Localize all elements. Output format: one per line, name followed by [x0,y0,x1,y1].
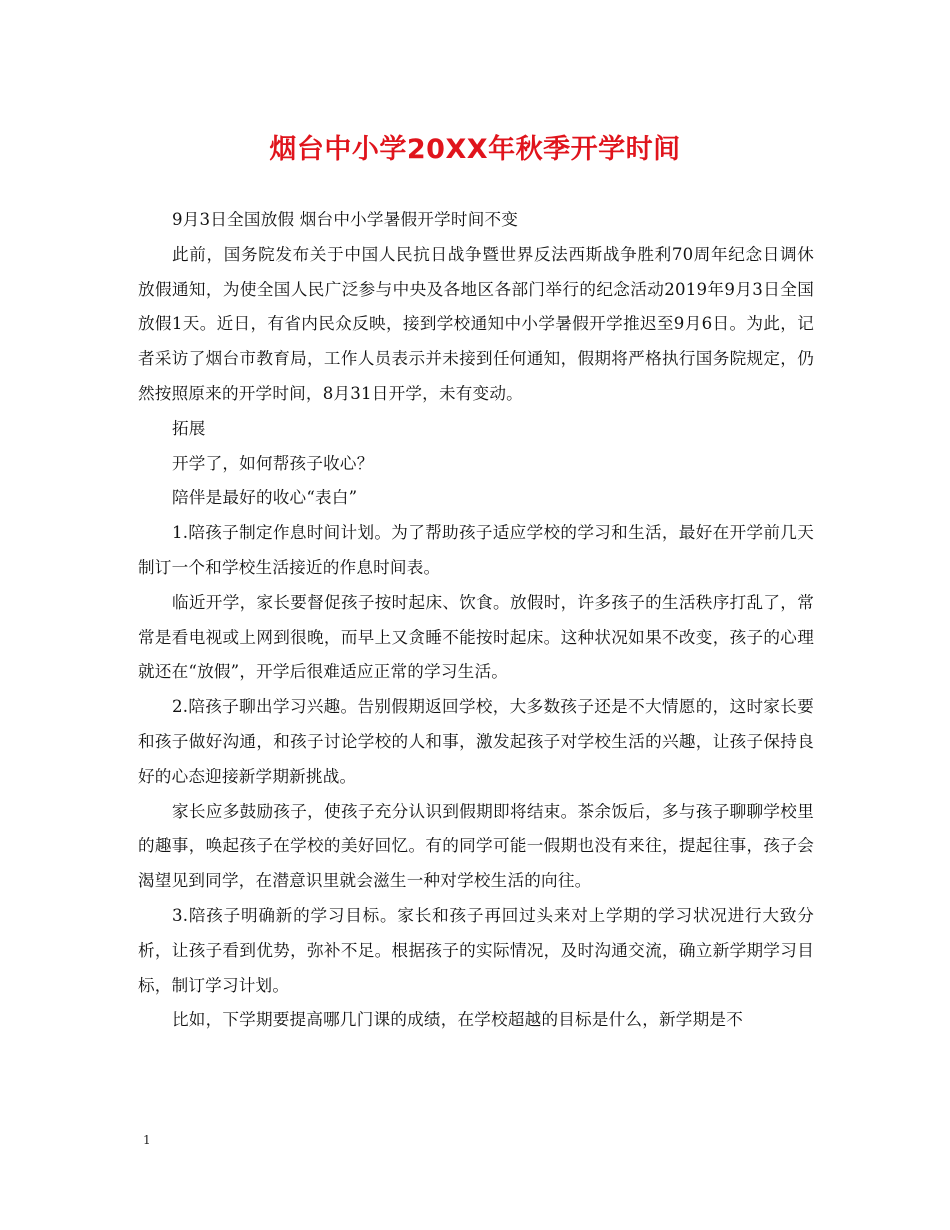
paragraph: 家长应多鼓励孩子，使孩子充分认识到假期即将结束。茶余饭后，多与孩子聊聊学校里的趣事，唤起孩子在学校的美好回忆。有的同学可能一假期也没有来往，提起往事，孩子会渴望见到同学，在潜意识里就会滋生一种对学校生活的向往。 [138,801,814,891]
paragraph: 陪伴是最好的收心“表白” [172,488,358,508]
paragraph: 临近开学，家长要督促孩子按时起床、饮食。放假时，许多孩子的生活秩序打乱了，常常是看电视或上网到很晚，而早上又贪睡不能按时起床。这种状况如果不改变，孩子的心理就还在“放假”，开学后很难适应正常的学习生活。 [138,592,814,682]
paragraph: 9月3日全国放假 烟台中小学暑假开学时间不变 [172,210,519,229]
paragraph: 此前，国务院发布关于中国人民抗日战争暨世界反法西斯战争胜利70周年纪念日调休放假通知，为使全国人民广泛参与中央及各地区各部门举行的纪念活动2019年9月3日全国放假1天。近日，有省内民众反映，接到学校通知中小学暑假开学推迟至9月6日。为此，记者采访了烟台市教育局，工作人员表示并未接到任何通知，假期将严格执行国务院规定，仍然按照原来的开学时间，8月31日开学，未有变动。 [138,244,814,403]
paragraph: 3.陪孩子明确新的学习目标。家长和孩子再回过头来对上学期的学习状况进行大致分析，让孩子看到优势，弥补不足。根据孩子的实际情况，及时沟通交流，确立新学期学习目标，制订学习计划。 [138,905,814,995]
paragraph: 拓展 [172,418,206,438]
document-body [138,203,814,1038]
paragraph: 比如，下学期要提高哪几门课的成绩，在学校超越的目标是什么，新学期是不 [172,1010,743,1030]
paragraph: 1.陪孩子制定作息时间计划。为了帮助孩子适应学校的学习和生活，最好在开学前几天制订一个和学校生活接近的作息时间表。 [138,523,814,577]
page-number: 1 [143,1133,151,1147]
paragraph: 2.陪孩子聊出学习兴趣。告别假期返回学校，大多数孩子还是不大情愿的，这时家长要和孩子做好沟通，和孩子讨论学校的人和事，激发起孩子对学校生活的兴趣，让孩子保持良好的心态迎接新学期新挑战。 [138,697,814,786]
paragraph: 开学了，如何帮孩子收心？ [172,453,374,473]
document-title: 烟台中小学20XX年秋季开学时间 [269,134,681,165]
